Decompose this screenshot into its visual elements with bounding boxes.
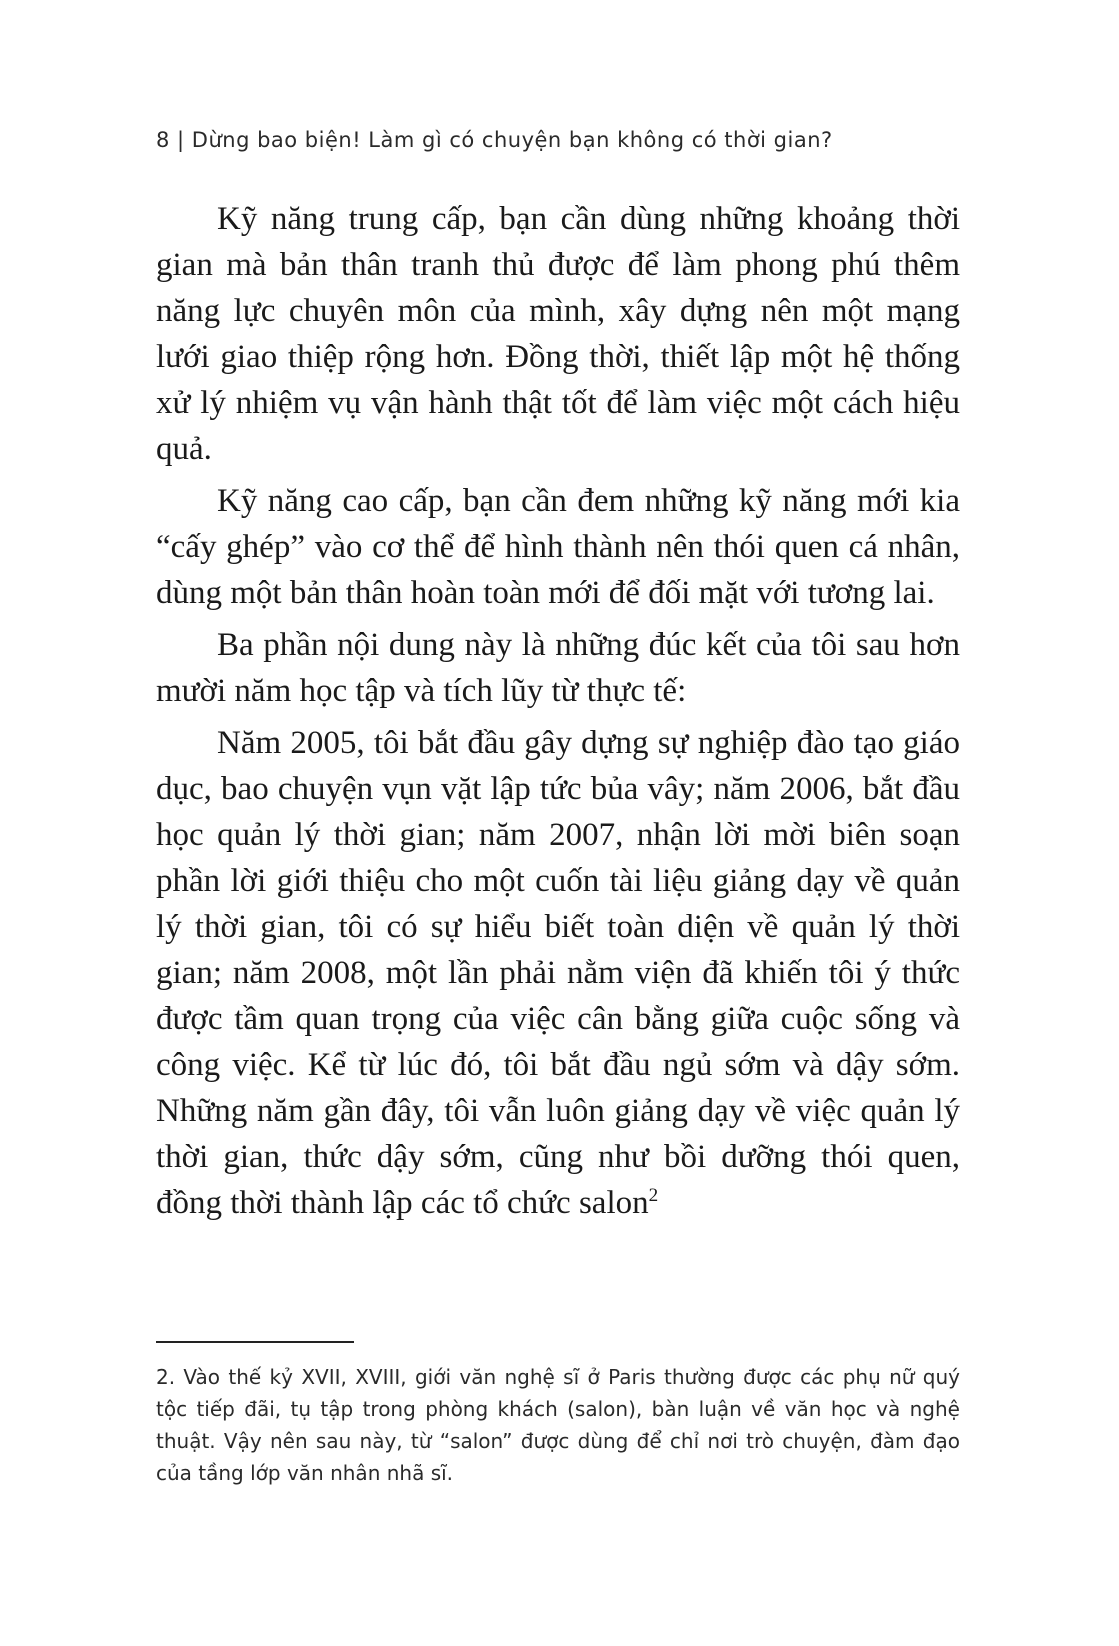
paragraph-advanced-skills: Kỹ năng cao cấp, bạn cần đem những kỹ năng mới kia “cấy ghép” vào cơ thể để hình thành nên thói quen cá nhân, dùng một bản thân hoàn toàn mới để đối mặt với tương lai. bbox=[156, 483, 960, 611]
footnote-divider bbox=[156, 1341, 354, 1343]
paragraph-summary: Ba phần nội dung này là những đúc kết của tôi sau hơn mười năm học tập và tích lũy từ thực tế: bbox=[156, 627, 960, 709]
paragraph-timeline-text: Năm 2005, tôi bắt đầu gây dựng sự nghiệp đào tạo giáo dục, bao chuyện vụn vặt lập tức bủa vây; năm 2006, bắt đầu học quản lý thời gian; năm 2007, nhận lời mời biên soạn phần lời giới thiệu cho một cuốn tài liệu giảng dạy về quản lý thời gian, tôi có sự hiểu biết toàn diện về quản lý thời gian; năm 2008, một lần phải nằm viện đã khiến tôi ý thức được tầm quan trọng của việc cân bằng giữa cuộc sống và công việc. Kể từ lúc đó, tôi bắt đầu ngủ sớm và dậy sớm. Những năm gần đây, tôi vẫn luôn giảng dạy về việc quản lý thời gian, thức dậy sớm, cũng như bồi dưỡng thói quen, đồng thời thành lập các tổ chức salon bbox=[156, 725, 960, 1221]
footnote-reference[interactable]: 2 bbox=[648, 1185, 659, 1206]
body-text bbox=[156, 196, 960, 1232]
footnote-text: 2. Vào thế kỷ XVII, XVIII, giới văn nghệ sĩ ở Paris thường được các phụ nữ quý tộc tiếp đãi, tụ tập trong phòng khách (salon), bàn luận về văn học và nghệ thuật. Vậy nên sau này, từ “salon” được dùng để chỉ nơi trò chuyện, đàm đạo của tầng lớp văn nhân nhã sĩ. bbox=[156, 1365, 960, 1485]
paragraph-timeline bbox=[156, 720, 960, 1226]
running-header: 8 | Dừng bao biện! Làm gì có chuyện bạn không có thời gian? bbox=[156, 128, 833, 152]
paragraph-intermediate-skills: Kỹ năng trung cấp, bạn cần dùng những khoảng thời gian mà bản thân tranh thủ được để làm phong phú thêm năng lực chuyên môn của mình, xây dựng nên một mạng lưới giao thiệp rộng hơn. Đồng thời, thiết lập một hệ thống xử lý nhiệm vụ vận hành thật tốt để làm việc một cách hiệu quả. bbox=[156, 201, 960, 467]
footnote bbox=[156, 1361, 960, 1489]
